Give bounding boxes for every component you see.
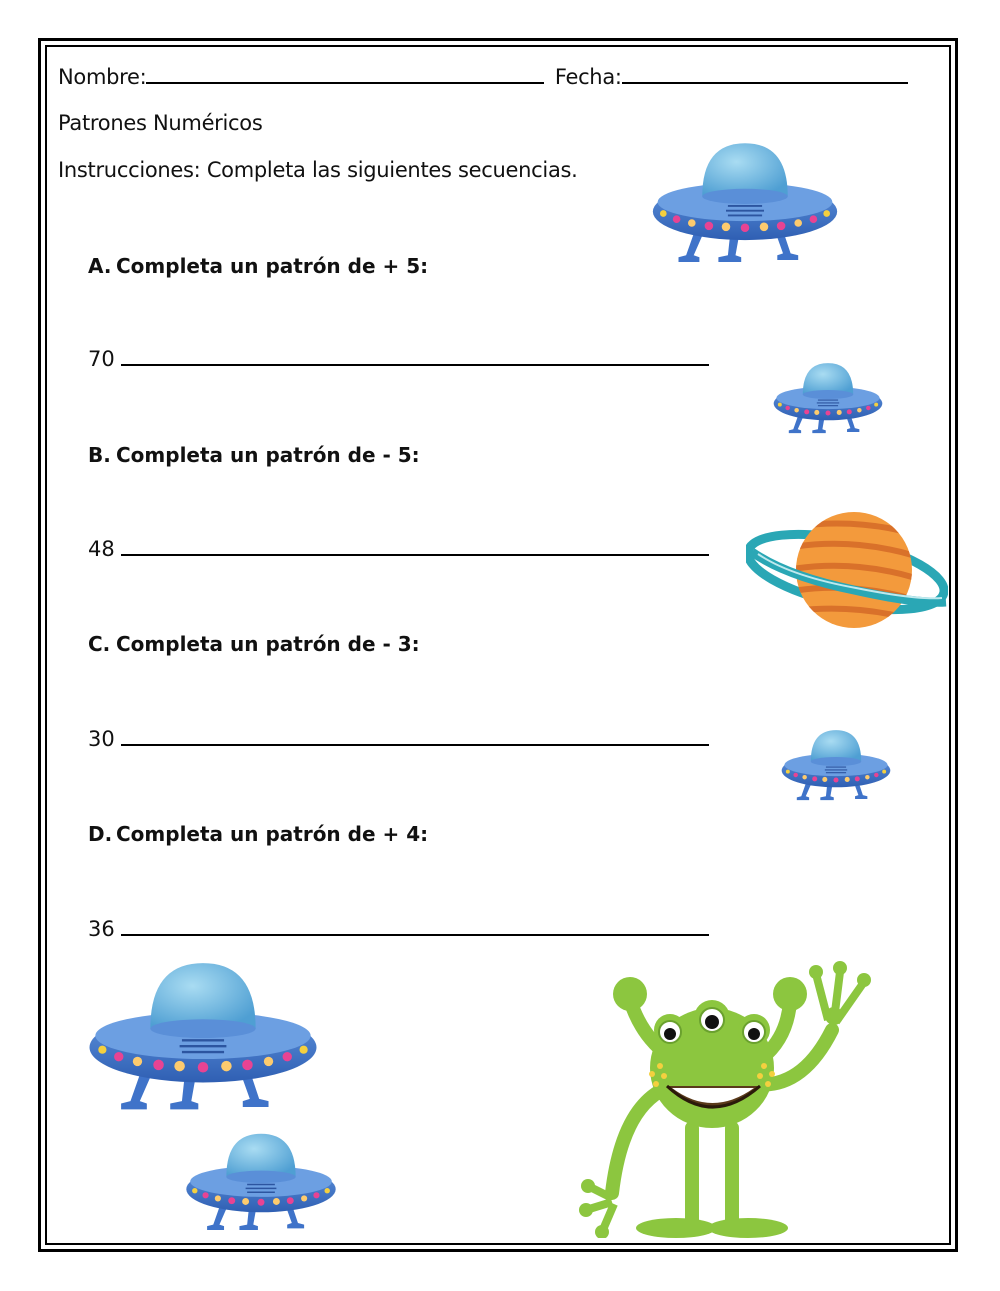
answer-line-b[interactable] xyxy=(121,536,709,556)
worksheet-title: Patrones Numéricos xyxy=(58,111,263,135)
planet-icon xyxy=(746,506,948,630)
sequence-d xyxy=(88,916,709,941)
question-d xyxy=(88,822,428,846)
question-letter: C. xyxy=(88,632,111,656)
name-label: Nombre: xyxy=(58,65,147,89)
question-c xyxy=(88,632,420,656)
question-letter: D. xyxy=(88,822,113,846)
question-text: Completa un patrón de - 3: xyxy=(116,632,420,656)
question-b xyxy=(88,443,420,467)
name-row xyxy=(58,62,908,89)
question-letter: B. xyxy=(88,443,111,467)
ufo-icon xyxy=(86,952,320,1124)
sequence-b xyxy=(88,536,709,561)
question-text: Completa un patrón de + 5: xyxy=(116,254,429,278)
ufo-icon xyxy=(650,128,840,280)
sequence-start: 48 xyxy=(88,537,115,561)
question-letter: A. xyxy=(88,254,112,278)
answer-line-d[interactable] xyxy=(121,916,709,936)
sequence-start: 36 xyxy=(88,917,115,941)
answer-line-a[interactable] xyxy=(121,346,709,366)
sequence-c xyxy=(88,726,709,751)
sequence-start: 70 xyxy=(88,347,115,371)
question-a xyxy=(88,254,428,278)
date-field[interactable] xyxy=(622,62,908,84)
question-text: Completa un patrón de - 5: xyxy=(116,443,420,467)
ufo-icon xyxy=(772,356,884,442)
question-text: Completa un patrón de + 4: xyxy=(116,822,429,846)
ufo-icon xyxy=(780,724,892,808)
date-label: Fecha: xyxy=(554,65,622,89)
ufo-icon xyxy=(184,1126,338,1240)
sequence-a xyxy=(88,346,709,371)
answer-line-c[interactable] xyxy=(121,726,709,746)
alien-icon xyxy=(572,958,874,1238)
sequence-start: 30 xyxy=(88,727,115,751)
instructions: Instrucciones: Completa las siguientes secuencias. xyxy=(58,158,578,182)
name-field[interactable] xyxy=(146,62,544,84)
